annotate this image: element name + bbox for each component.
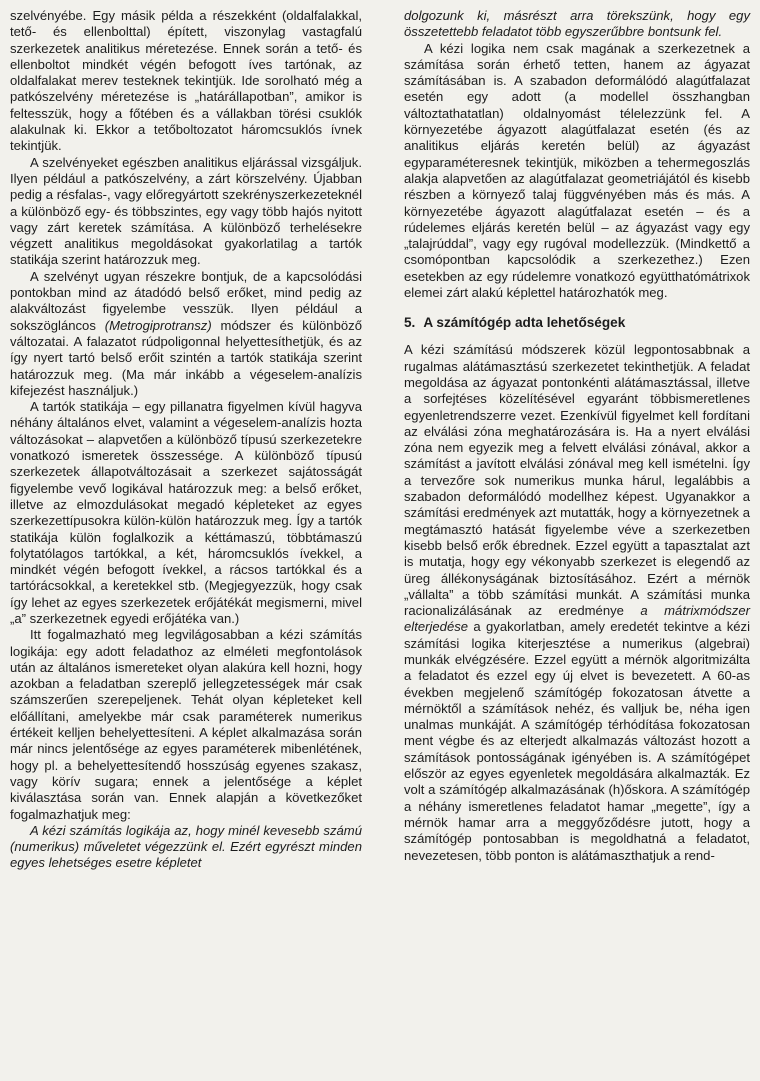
paragraph: A kézi logika nem csak magának a szerkezetnek a számítása során érhető tetten, hanem az ágyazat számításában is. A szabadon deformálódó alagútfalazat esetén egy adott (a modellel összhangban változtathatatlan) oldalnyomást télelezzünk fel. A környezetébe ágyazott alagútfalazat esetén (és az analitikus eljárás keretén belül) az ágyazást egyparaméteresnek tekintjük, miközben a tehermegoszlás alakja alapvetően az alagútfalazat geometriájától és kisebb részben a környező talaj függvényében más és más. A környezetébe ágyazott alagútfalazat esetén – és a rúdelemes eljárás keretén belül – az ágyazást vagy egy „talajrúddal”, vagy egy rugóval modellezzük. (Mindkettő a csomópontban kapcsolódik a szerkezethez.) Ezen esetekben az egy rúdelemre vonatkozó együtthatómátrixok elemei zárt alakú képlettel határozhatók meg. [404,40,750,301]
section-title: A számítógép adta lehetőségek [423,315,626,331]
section-number: 5. [404,315,416,331]
paragraph: A szelvényeket egészben analitikus eljárással vizsgáljuk. Ilyen például a patkószelvény, a zárt körszelvény. Újabban pedig a résfalas-, vagy előregyártott szekrényszerkezeteknél a különböző egy- és többszintes, egy vagy több hajós nyitott vagy zárt keretek számítása. A különböző terhelésekre végzett analitikus megoldásokat gyakorlatilag a tartók statikája szerint határozzuk meg. [10,154,362,268]
left-column [10,8,362,872]
emphasis-text: a mátrixmódszer elterjedése [404,603,750,635]
paragraph-text: A szelvényt ugyan részekre bontjuk, de a kapcsolódási pontokban mind az átadódó belső erőket, mind pedig az alakváltozást figyelembe vesszük. Ilyen például a sokszögláncos [10,268,362,333]
right-column [404,8,750,864]
paragraph-text: a gyakorlatban, amely eredetét tekintve a kézi számítási logika kiterjesztése a numerikus (algebrai) munkák elvégzésére. Ezzel együtt a mérnök algoritmizálta a feladatot és ezzel egy új elvet is bevezetett. A 60-as években megjelenő számítógép fokozatosan átvette a mérnöktől a számítások nehéz, és valljuk be, néha igen unalmas munkáját. A számítógép térhódítása fokozatosan ment végbe és az elterjedt alkalmazás változást hozott a számítások pontosságának igényében is. A számítógépet először az egyes egyenletek megoldására alkalmazták. Ez volt a számítógép alkalmazásának (h)őskora. A számítógép a néhány ismeretlenes feladatot hamar „megette”, így a mérnök hamar arra a meggyőződésre jutott, hogy a számítógép pontosabban is megoldhatná a feladatot, nevezetesen, több ponton is alátámaszthatjuk a rend- [404,619,750,863]
paragraph: A tartók statikája – egy pillanatra figyelmen kívül hagyva néhány általános elvet, valamint a végeselem-analízis hozta változásokat – alapvetően a különböző típusú szerkezetekre vonatkozó ismeretek összessége. A különböző típusú szerkezetek állapotváltozásait a szerkezet sajátosságát figyelembe vevő logikával határozzuk meg: a belső erőket, illetve az elmozdulásokat megadó képleteket az egyes szerkezettípusokra külön-külön határozzuk meg. Így a tartók statikája külön foglalkozik a kéttámaszú, többtámaszú folytatólagos tartókkal, a két, háromcsuklós ívekkel, a mindkét végén befogott ívekkel, a rácsos tartókkal és a tartórácsokkal, a keretekkel stb. (Megjegyezzük, hogy csak így lehet az egyes szerkezetek erőjátékát megismerni, mivel „a” szerkezetnek egyedi erőjátéka van.) [10,399,362,626]
paragraph-text: módszer és különböző változatai. A falazatot rúdpoligonnal helyettesíthetjük, és az így nyert tartó belső erőit szintén a tartók statikája szerint határozzuk meg. (Ma már inkább a végeselem-analízis kifejezést használjuk.) [10,317,362,398]
paragraph: Itt fogalmazható meg legvilágosabban a kézi számítás logikája: egy adott feladathoz az elméleti megfontolások után az általános ismereteket olyan alakúra kell hozni, hogy azokban a feladatban szereplő jellegzetességek már csak számszerűen szerepeljenek. Tehát olyan képleteket kell előállítani, amelyekbe már csak paraméterek numerikus értékeit kelljen behelyettesíteni. A képlet alkalmazása során már nincs jelentősége az egyes paraméterek mibenlétének, hogy pl. a behelyettesítendő hosszúság egyenes szakasz, vagy körív sugara; ennek a jelentősége a képlet kiválasztása során van. Ennek alapján a következőket fogalmazhatjuk meg: [10,627,362,822]
paragraph: szelvényébe. Egy másik példa a részekként (oldalfalakkal, tető- és ellenbolttal) épített, viszonylag vastagfalú szerkezetek analitikus méretezése. Ennek során a tető- és ellenboltot mindkét végén befogott íves tartónak, az oldalfalakat merev testeknek tekintjük. Ide sorolható még a patkószelvény méretezése is „határállapotban”, amikor is feltesszük, hogy a főtében és a vállakban törési csuklók alakulnak ki. Ekkor a tetőboltozatot háromcsuklós ívnek tekintjük. [10,8,362,154]
emphasis-text: (Metrogiprotransz) [104,317,212,333]
paragraph-text: A kézi számítású módszerek közül legpontosabbnak a rugalmas alátámasztású szerkezetet tekinthetjük. A feladat megoldása az ágyazat pontonkénti alátámasztással, illetve a sorfejtéses közelítésével egyaránt többismeretlenes egyenletrendszerre vezet. Ezenkívül figyelmet kell fordítani az elválási zóna meghatározására is. Ha a nyert elválási zóna nem egyezik meg a felvett elválási zónával, akkor a számítást a javított elválási zónával meg kell ismételni. Így a tervezőre sok numerikus munka hárul, legalábbis a szabadon deformálódó modellhez képest. Ugyanakkor a számítási eredmények azt mutatták, hogy a környezetnek a megtámasztó hatását figyelembe véve a szerkezetben kisebb belső erők ébrednek. Ezzel együtt a tapasztalat azt is mutatja, hogy egy vékonyabb szerkezet is elegendő az üreg állékonyságának biztosításához. Ezért a mérnök „vállalta” a több számítási munkát. A számítási munka racionalizálásának az eredménye [404,342,750,619]
paragraph [404,342,750,864]
emphasis-paragraph: A kézi számítás logikája az, hogy minél kevesebb számú (numerikus) műveletet végezzünk el. Ezért egyrészt minden egyes lehetséges esetre képletet [10,822,362,871]
paragraph [10,269,362,399]
section-heading [404,315,750,331]
emphasis-paragraph: dolgozunk ki, másrészt arra törekszünk, hogy egy összetettebb feladatot több egyszerűbbre bontsunk fel. [404,8,750,40]
